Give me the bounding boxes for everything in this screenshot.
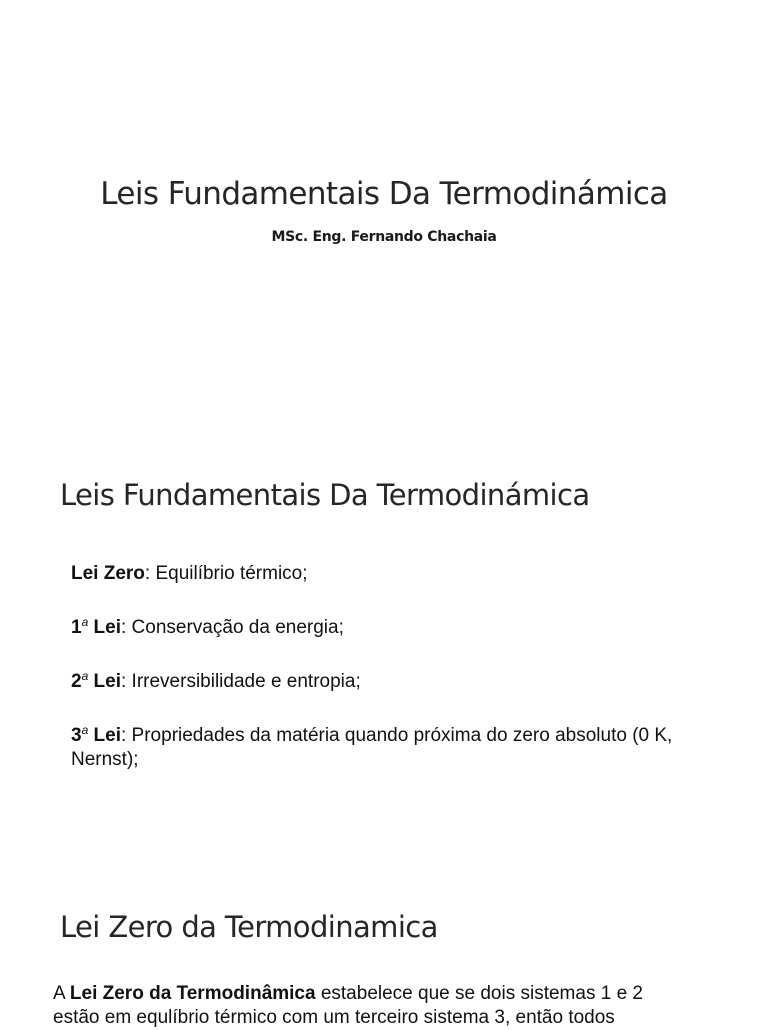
- law-item-zero: [71, 562, 711, 586]
- presentation-title: Leis Fundamentais Da Termodinámica: [100, 176, 668, 212]
- law-number: 1: [71, 617, 82, 638]
- law-ordinal-suffix: a: [81, 723, 89, 737]
- zero-law-heading: Lei Zero da Termodinamica: [60, 910, 438, 944]
- law-ordinal-suffix: a: [81, 615, 89, 629]
- law-label: Lei: [88, 671, 121, 692]
- law-item-second: [71, 670, 711, 694]
- laws-heading: Leis Fundamentais Da Termodinámica: [60, 478, 590, 512]
- author-name: MSc. Eng. Fernando Chachaia: [271, 229, 497, 245]
- law-label: Lei: [88, 617, 121, 638]
- law-description: : Conservação da energia;: [121, 617, 344, 638]
- zero-law-paragraph: [53, 982, 693, 1030]
- law-ordinal-suffix: a: [81, 669, 89, 683]
- law-list: [71, 562, 711, 802]
- zero-law-slide: [0, 864, 768, 1028]
- paragraph-start: A: [53, 983, 70, 1004]
- paragraph-rest: estabelece que se dois sistemas 1 e 2 estão em equlíbrio térmico com um terceiro sistema 3, então todos: [53, 983, 643, 1028]
- title-slide: [0, 0, 768, 432]
- law-description: : Propriedades da matéria quando próxima do zero absoluto (0 K, Nernst);: [71, 725, 673, 770]
- laws-slide: [0, 432, 768, 864]
- paragraph-bold-term: Lei Zero da Termodinâmica: [69, 983, 316, 1004]
- law-item-third: [71, 724, 711, 772]
- law-number: 2: [71, 671, 82, 692]
- law-label: Lei Zero: [71, 563, 145, 584]
- law-item-first: [71, 616, 711, 640]
- law-description: : Equilíbrio térmico;: [144, 563, 308, 584]
- law-label: Lei: [88, 725, 121, 746]
- law-description: : Irreversibilidade e entropia;: [121, 671, 361, 692]
- law-number: 3: [71, 725, 82, 746]
